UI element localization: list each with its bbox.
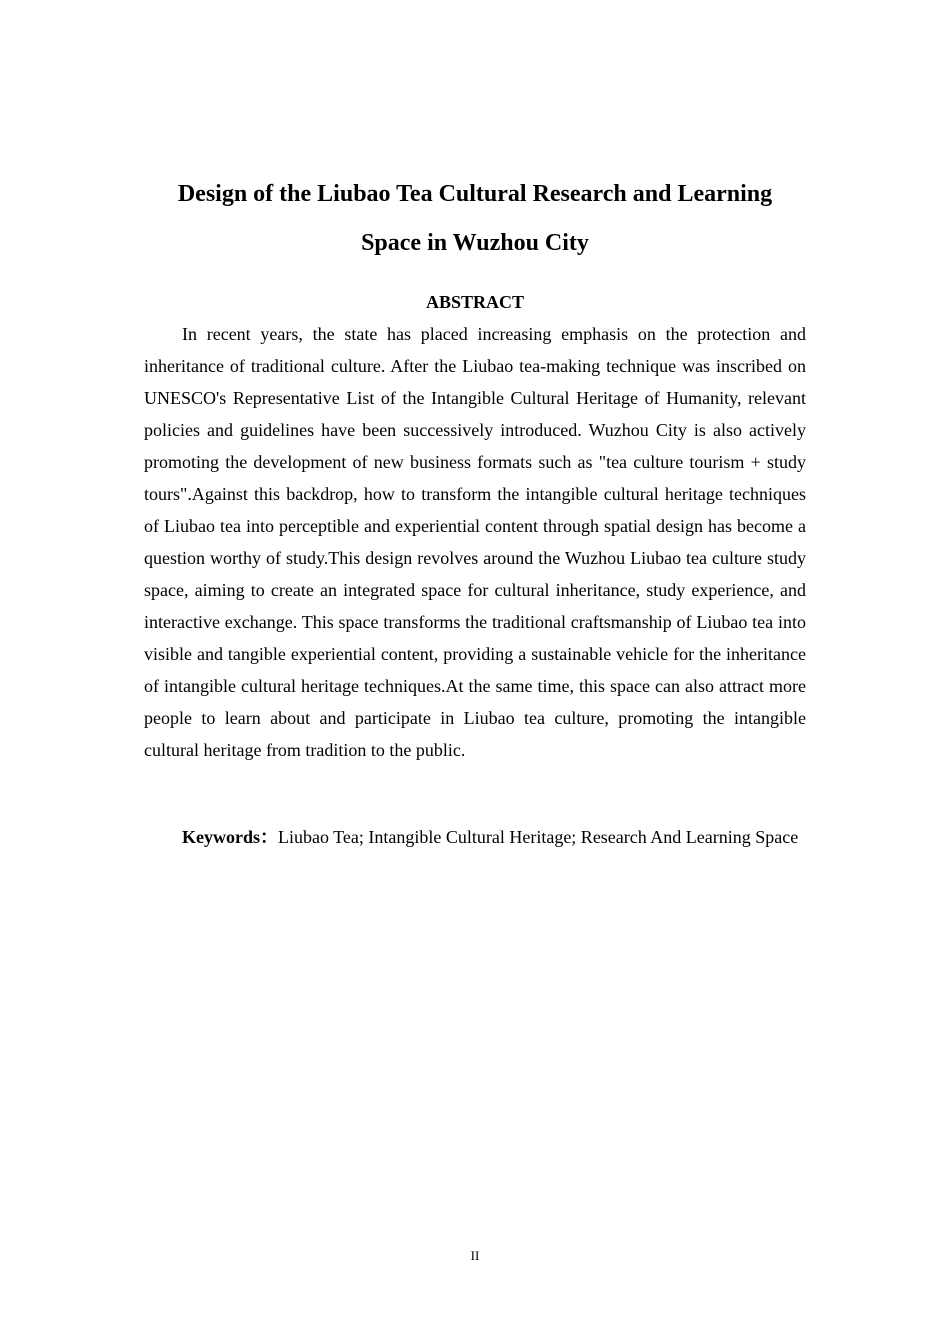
keywords-text: Liubao Tea; Intangible Cultural Heritage; Research And Learning Space — [278, 827, 799, 847]
keywords-label: Keywords： — [182, 827, 278, 847]
page-title — [130, 170, 820, 268]
page-number: II — [470, 1248, 480, 1263]
keywords-paragraph — [144, 821, 806, 853]
title-line-1: Design of the Liubao Tea Cultural Research and Learning — [177, 181, 773, 207]
abstract-heading: ABSTRACT — [425, 292, 525, 312]
abstract-body: In recent years, the state has placed increasing emphasis on the protection and inheritance of traditional culture. After the Liubao tea-making technique was inscribed on UNESCO's Representative List of the Intangible Cultural Heritage of Humanity, relevant policies and guidelines have been successively introduced. Wuzhou City is also actively promoting the development of new business formats such as "tea culture tourism + study tours".Against this backdrop, how to transform the intangible cultural heritage techniques of Liubao tea into perceptible and experiential content through spatial design has become a question worthy of study.This design revolves around the Wuzhou Liubao tea culture study space, aiming to create an integrated space for cultural inheritance, study experience, and interactive exchange. This space transforms the traditional craftsmanship of Liubao tea into visible and tangible experiential content, providing a sustainable vehicle for the inheritance of intangible cultural heritage techniques.At the same time, this space can also attract more people to learn about and participate in Liubao tea culture, promoting the intangible cultural heritage from tradition to the public. — [144, 324, 806, 760]
title-line-2: Space in Wuzhou City — [361, 230, 589, 256]
